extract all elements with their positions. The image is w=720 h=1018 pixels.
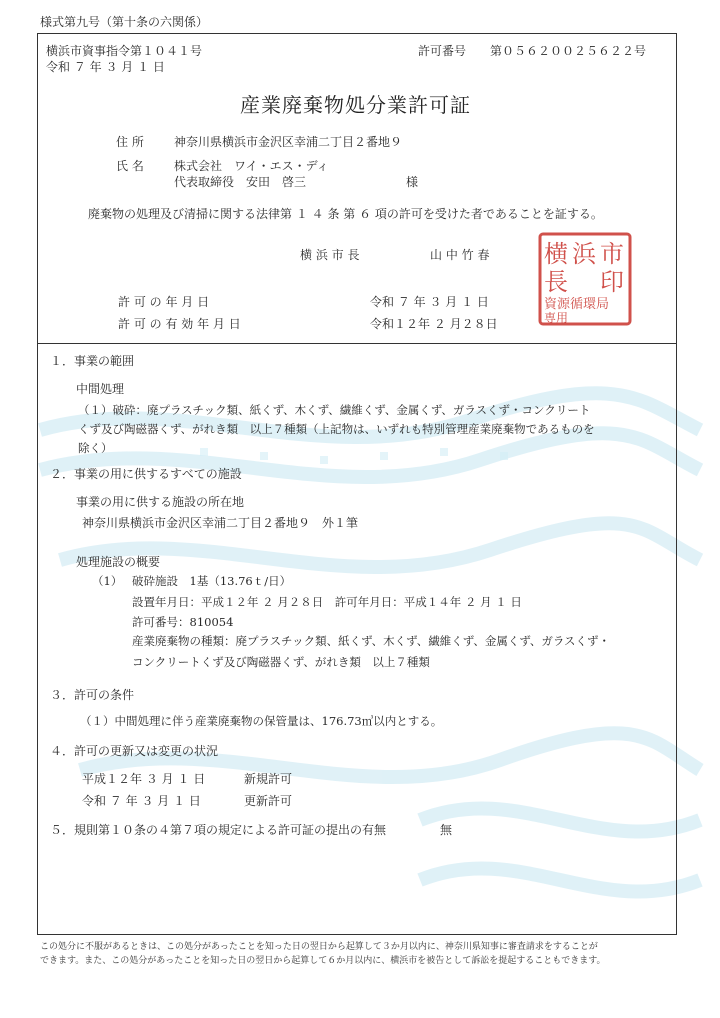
appeal-notice-line-2: できます。また、この処分があったことを知った日の翌日から起算して６か月以内に、横浜市を被告として訴訟を提起することもできます。: [40, 956, 606, 966]
permit-date: 令和 ７ 年 ３ 月 １ 日: [370, 295, 489, 309]
facility-item-number: （1）: [92, 574, 123, 588]
mayor-name: 山 中 竹 春: [430, 248, 490, 262]
facility-item: 破砕施設 1基（13.76ｔ/日）: [132, 574, 292, 588]
official-seal-icon: [538, 232, 632, 326]
mayor-title: 横 浜 市 長: [300, 248, 360, 262]
section-3-line: （１）中間処理に伴う産業廃棄物の保管量は、176.73㎥以内とする。: [80, 714, 443, 728]
section-3-heading: ３．許可の条件: [50, 688, 135, 702]
history-row-1-status: 新規許可: [244, 772, 293, 786]
appeal-notice-line-1: この処分に不服があるときは、この処分があったことを知った日の翌日から起算して３か月以内に、神奈川県知事に審査請求をすることが: [40, 942, 598, 952]
section-1-line-1: （１）破砕：廃プラスチック類、紙くず、木くず、繊維くず、金属くず、ガラスくず・コンクリート: [78, 403, 591, 417]
section-divider: [37, 343, 676, 344]
section-1-line-3: 除く）: [78, 441, 113, 455]
history-row-2-date: 令和 ７ 年 ３ 月 １ 日: [82, 794, 201, 808]
seal-char-2: 浜: [572, 240, 596, 268]
permit-date-label: 許 可 の 年 月 日: [118, 295, 210, 309]
address-value: 神奈川県横浜市金沢区幸浦二丁目２番地９: [174, 135, 403, 149]
name-label: 氏 名: [116, 159, 144, 173]
facility-location-label: 事業の用に供する施設の所在地: [76, 495, 245, 509]
facility-permit-number: 許可番号：810054: [132, 615, 234, 629]
facility-location: 神奈川県横浜市金沢区幸浦二丁目２番地９ 外１筆: [82, 516, 359, 530]
representative-name: 代表取締役 安田 啓三: [174, 175, 307, 189]
seal-char-4: 長: [544, 268, 568, 296]
section-5-value: 無: [440, 823, 453, 837]
certification-text: 廃棄物の処理及び清掃に関する法律第 １ ４ 条 第 ６ 項の許可を受けた者であることを証する。: [88, 207, 603, 221]
doc-number: 横浜市資事指令第１０４１号: [46, 44, 203, 58]
company-name: 株式会社 ワイ・エス・ディ: [174, 159, 329, 173]
address-label: 住 所: [116, 135, 144, 149]
seal-sub-2: 専用: [544, 311, 569, 325]
section-1-heading: １．事業の範囲: [50, 354, 135, 368]
appeal-notice: [40, 940, 680, 968]
seal-char-5: 印: [600, 268, 624, 296]
seal-char-1: 横: [544, 240, 568, 268]
section-2-heading: ２．事業の用に供するすべての施設: [50, 467, 242, 481]
history-row-1-date: 平成１２年 ３ 月 １ 日: [82, 772, 206, 786]
seal-sub-1: 資源循環局: [544, 297, 610, 312]
section-5-heading: ５．規則第１０条の４第７項の規定による許可証の提出の有無: [50, 823, 387, 837]
facility-waste-types-2: コンクリートくず及び陶磁器くず、がれき類 以上７種類: [132, 655, 430, 669]
section-4-heading: ４．許可の更新又は変更の状況: [50, 744, 219, 758]
valid-date-label: 許 可 の 有 効 年 月 日: [118, 317, 241, 331]
facility-waste-types-1: 産業廃棄物の種類：廃プラスチック類、紙くず、木くず、繊維くず、金属くず、ガラスくず・: [132, 634, 611, 648]
permit-number-label: 許可番号: [418, 44, 467, 58]
permit-number: 第０５６２００２５６２２号: [490, 44, 647, 58]
doc-date: 令和 ７ 年 ３ 月 １ 日: [46, 60, 165, 74]
section-1-line-2: くず及び陶磁器くず、がれき類 以上７種類（上記物は、いずれも特別管理産業廃棄物であるものを: [78, 422, 595, 436]
form-label: 様式第九号（第十条の六関係）: [40, 15, 209, 29]
facility-install-dates: 設置年月日：平成１２年 ２ 月２８日 許可年月日：平成１４年 ２ 月 １ 日: [132, 595, 522, 609]
section-1-sub: 中間処理: [76, 382, 125, 396]
seal-char-3: 市: [600, 240, 624, 268]
valid-date: 令和１２年 ２ 月２８日: [370, 317, 498, 331]
page-title: 産業廃棄物処分業許可証: [240, 93, 471, 117]
facility-overview-label: 処理施設の概要: [76, 555, 161, 569]
honorific: 様: [406, 175, 419, 189]
history-row-2-status: 更新許可: [244, 794, 293, 808]
